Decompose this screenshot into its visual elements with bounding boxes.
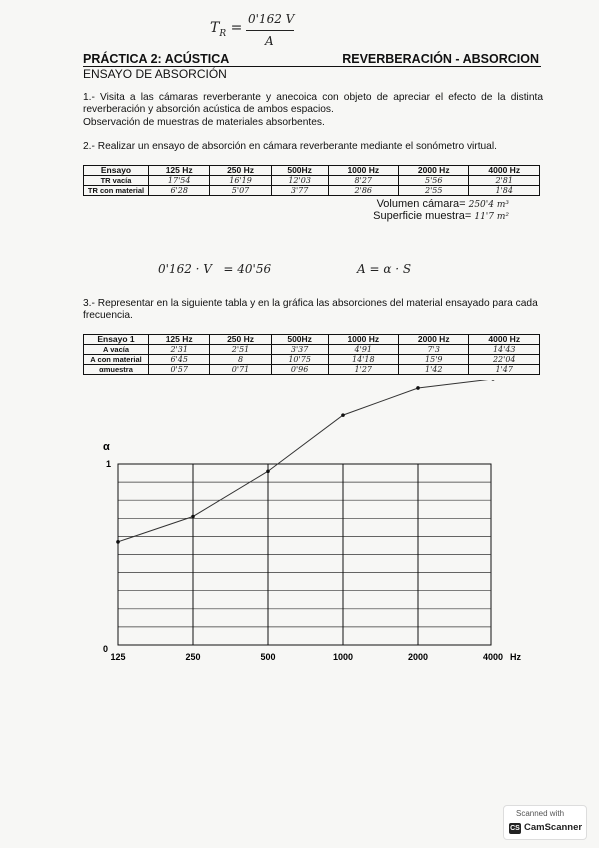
table-cell: 2'86 [328,186,398,196]
table-row [84,186,540,196]
table-cell: 12'03 [271,176,328,186]
x-axis-unit: Hz [510,652,521,662]
x-tick-label: 4000 [482,652,504,662]
table-cell: 1'27 [328,365,398,375]
table-cell: 2'51 [210,345,271,355]
table-header-cell: 500Hz [271,335,328,345]
camscanner-brand: CamScanner [524,822,583,833]
table-cell: 4'91 [328,345,398,355]
handwritten-absorption-formula: A = α · S [357,262,412,276]
camscanner-badge [503,805,587,840]
scanned-with-text: Scanned with [516,809,565,818]
page-subtitle: ENSAYO DE ABSORCIÓN [83,67,227,81]
table-cell: 14'18 [328,355,398,365]
table-header-cell: 250 Hz [210,335,271,345]
chart-ticks [103,441,521,662]
row-label: TR con material [84,186,149,196]
data-point [341,413,345,417]
table-cell: 3'37 [271,345,328,355]
handwritten-calculation: 0'162 · V = 40'56 [158,262,272,276]
reverb-time-table [83,165,540,196]
table-cell: 15'9 [399,355,469,365]
table-cell: 6'45 [149,355,210,365]
absorption-chart [0,380,599,680]
formula-numerator: 0'162 V [248,12,295,26]
table-cell: 7'3 [399,345,469,355]
table-cell: 6'28 [149,186,210,196]
volume-value: 250'4 m³ [468,200,509,210]
table-header-cell: 250 Hz [210,166,271,176]
table-cell: 1'84 [469,186,540,196]
series-line [118,380,493,542]
volume-label: Volumen cámara= [376,198,466,210]
section-3: 3.- Representar en la siguiente tabla y en la gráfica las absorciones del material ensayado para cada frecuencia. [83,298,538,322]
table-header-cell: Ensayo [84,166,149,176]
surface-value: 11'7 m² [474,212,509,222]
table-cell: 1'47 [469,365,540,375]
handwritten-formula-tr [210,12,320,48]
row-label: A vacía [84,345,149,355]
table-cell: 17'54 [149,176,210,186]
y-axis-label: α [103,441,110,453]
section-1-line-2: Observación de muestras de materiales absorbentes. [83,116,325,128]
formula-lhs: T [210,20,220,36]
volume-line [377,198,509,210]
table-header-cell: 4000 Hz [469,335,540,345]
formula-denominator: A [265,34,274,48]
table-header-cell: 125 Hz [149,335,210,345]
table-header-cell: 1000 Hz [328,166,398,176]
data-point [416,386,420,390]
table-cell: 10'75 [271,355,328,365]
table-cell: 1'42 [399,365,469,375]
table-row [84,176,540,186]
section-1-line-1: 1.- Visita a las cámaras reverberante y anecoica con objeto de apreciar el efecto de la distinta reverberación y absorción acústica de ambos espacios. [83,92,543,116]
chart-grid [118,464,491,645]
formula-eq: = [230,20,243,36]
table-cell: 2'81 [469,176,540,186]
x-tick-label: 125 [110,652,126,662]
data-point [191,515,195,519]
y-tick-label: 0 [103,644,109,654]
x-tick-label: 1000 [332,652,354,662]
table-row [84,365,540,375]
absorption-table [83,334,540,375]
data-point [266,469,270,473]
formula-bar [246,30,294,31]
y-tick-label: 1 [106,459,112,469]
table-cell: 5'07 [210,186,271,196]
table-cell: 0'96 [271,365,328,375]
practice-title: PRÁCTICA 2: ACÚSTICA [83,52,230,66]
table-cell: 5'56 [399,176,469,186]
table-header-cell: Ensayo 1 [84,335,149,345]
table-header-cell: 500Hz [271,166,328,176]
table-header-cell: 2000 Hz [399,166,469,176]
x-tick-label: 250 [185,652,201,662]
chart-series [116,380,495,544]
table-header-cell: 1000 Hz [328,335,398,345]
x-tick-label: 2000 [407,652,429,662]
row-label: A con material [84,355,149,365]
table-row [84,355,540,365]
table-cell: 8'27 [328,176,398,186]
table-cell: 16'19 [210,176,271,186]
table-cell: 14'43 [469,345,540,355]
table-cell: 2'55 [399,186,469,196]
table-header-cell: 2000 Hz [399,335,469,345]
table-cell: 8 [210,355,271,365]
camscanner-logo-icon: CS [510,825,520,832]
table-cell: 3'77 [271,186,328,196]
data-point [491,380,495,381]
table-row [84,345,540,355]
table-header-cell: 4000 Hz [469,166,540,176]
row-label: TR vacía [84,176,149,186]
table-cell: 22'04 [469,355,540,365]
table-header-row [84,335,540,345]
table-header-row [84,166,540,176]
section-1 [83,92,543,129]
data-point [116,540,120,544]
practice-topic: REVERBERACIÓN - ABSORCION [342,52,539,66]
table-cell: 2'31 [149,345,210,355]
section-2: 2.- Realizar un ensayo de absorción en cámara reverberante mediante el sonómetro virtual. [83,141,497,152]
table-cell: 0'57 [149,365,210,375]
table-cell: 0'71 [210,365,271,375]
surface-line [373,210,509,222]
row-label: αmuestra [84,365,149,375]
x-tick-label: 500 [260,652,276,662]
surface-label: Superficie muestra= [373,210,472,222]
table-header-cell: 125 Hz [149,166,210,176]
formula-lhs-sub: R [219,28,227,39]
